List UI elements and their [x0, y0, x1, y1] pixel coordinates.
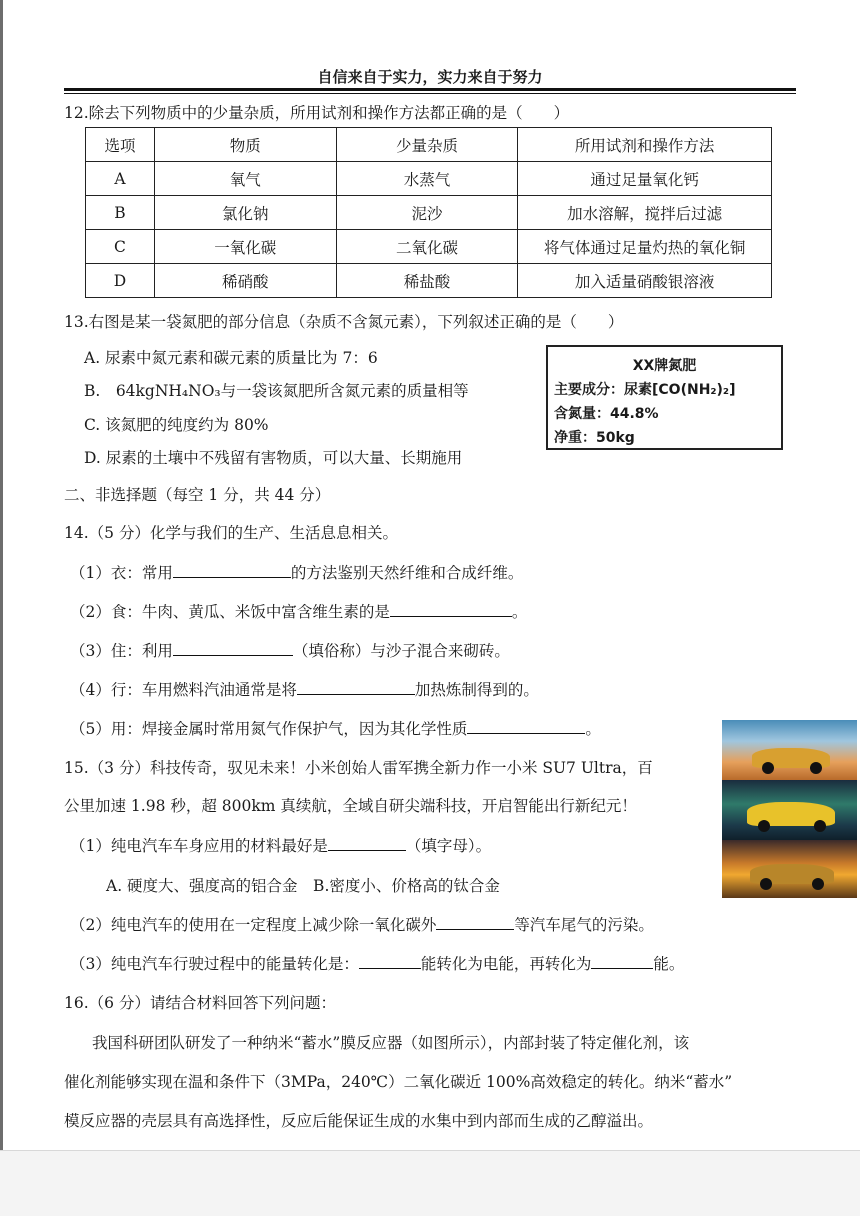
q14-part1-text-b: 的方法鉴别天然纤维和合成纤维。 — [290, 564, 524, 582]
answer-blank[interactable] — [297, 679, 415, 695]
fertilizer-label-title: XX牌氮肥 — [632, 358, 697, 374]
q16-paragraph-line2: 催化剂能够实现在温和条件下（3MPa，240℃）二氧化碳近 100%高效稳定的转化。纳米“蓄水” — [64, 1073, 733, 1091]
table-cell: B — [86, 196, 155, 230]
header-rule-thin — [64, 93, 796, 94]
table-header-cell: 选项 — [86, 128, 155, 162]
q14-part3-text-a: （3）住：利用 — [70, 642, 173, 660]
q14-part5 — [70, 717, 601, 739]
wheel-shape — [758, 820, 770, 832]
q15-part2-text-b: 等汽车尾气的污染。 — [514, 916, 654, 934]
answer-blank[interactable] — [173, 640, 293, 656]
q16-stem: 16.（6 分）请结合材料回答下列问题： — [64, 994, 336, 1012]
q15-part3-text-a: （3）纯电汽车行驶过程中的能量转化是： — [70, 955, 359, 973]
q15-part2-text-a: （2）纯电汽车的使用在一定程度上减少除一氧化碳外 — [70, 916, 437, 934]
q15-part1 — [70, 834, 491, 856]
q13-option-b: B. 64kgNH₄NO₃与一袋该氮肥所含氮元素的质量相等 — [84, 382, 469, 400]
q14-part1 — [70, 561, 523, 583]
table-cell: 一氧化碳 — [154, 230, 336, 264]
q14-part4 — [70, 678, 539, 700]
q14-stem: 14.（5 分）化学与我们的生产、生活息息相关。 — [64, 524, 398, 542]
answer-blank[interactable] — [173, 562, 291, 578]
car-photo-desert — [722, 720, 857, 780]
q15-part3-text-b: 能转化为电能，再转化为 — [420, 955, 592, 973]
q15-part3-text-c: 能。 — [653, 955, 685, 973]
table-cell: 将气体通过足量灼热的氧化铜 — [518, 230, 772, 264]
q14-part3-text-b: （填俗称）与沙子混合来砌砖。 — [292, 642, 510, 660]
q14-part1-text-a: （1）衣：常用 — [70, 564, 173, 582]
table-cell: 加水溶解，搅拌后过滤 — [518, 196, 772, 230]
answer-blank[interactable] — [328, 835, 406, 851]
wheel-shape — [762, 762, 774, 774]
answer-blank[interactable] — [467, 718, 585, 734]
table-cell: 氧气 — [154, 162, 336, 196]
q15-part1-text-b: （填字母）。 — [405, 837, 492, 855]
table-row — [86, 230, 772, 264]
table-cell: 加入适量硝酸银溶液 — [518, 264, 772, 298]
wheel-shape — [812, 878, 824, 890]
table-row — [86, 196, 772, 230]
table-cell: A — [86, 162, 155, 196]
q13-option-a: A. 尿素中氮元素和碳元素的质量比为 7：6 — [84, 349, 378, 367]
section-title: 二、非选择题（每空 1 分，共 44 分） — [64, 486, 331, 504]
q15-part2 — [70, 913, 654, 935]
q14-part5-text-b: 。 — [585, 720, 601, 738]
page-bottom-margin — [0, 1150, 860, 1216]
answer-blank[interactable] — [359, 953, 421, 969]
table-cell: 泥沙 — [336, 196, 518, 230]
table-cell: 二氧化碳 — [336, 230, 518, 264]
q16-paragraph-line3: 模反应器的壳层具有高选择性，反应后能保证生成的水集中到内部而生成的乙醇溢出。 — [64, 1112, 654, 1130]
q16-paragraph-line1: 我国科研团队研发了一种纳米“蓄水”膜反应器（如图所示），内部封装了特定催化剂，该 — [92, 1034, 690, 1052]
table-cell: 稀盐酸 — [336, 264, 518, 298]
table-cell: D — [86, 264, 155, 298]
car-photo-sunset — [722, 840, 857, 898]
q14-part5-text-a: （5）用：焊接金属时常用氮气作保护气，因为其化学性质 — [70, 720, 468, 738]
q14-part2-text-a: （2）食：牛肉、黄瓜、米饭中富含维生素的是 — [70, 603, 390, 621]
q15-stem-line1: 15.（3 分）科技传奇，驭见未来！小米创始人雷军携全新力作一小米 SU7 Ultra，百 — [64, 759, 653, 777]
wheel-shape — [810, 762, 822, 774]
q14-part4-text-b: 加热炼制得到的。 — [414, 681, 539, 699]
q14-part3 — [70, 639, 510, 661]
q15-part3 — [70, 952, 684, 974]
table-cell: 水蒸气 — [336, 162, 518, 196]
q14-part2-text-b: 。 — [511, 603, 528, 621]
fertilizer-label-nitrogen: 含氮量：44.8% — [554, 406, 659, 422]
q13-option-d: D. 尿素的土壤中不残留有害物质，可以大量、长期施用 — [84, 449, 463, 467]
answer-blank[interactable] — [390, 601, 512, 617]
scan-left-edge — [0, 0, 3, 1150]
table-cell: 氯化钠 — [154, 196, 336, 230]
table-cell: 通过足量氧化钙 — [518, 162, 772, 196]
fertilizer-label-ingredient: 主要成分：尿素[CO(NH₂)₂] — [554, 382, 736, 398]
table-header-cell: 所用试剂和操作方法 — [518, 128, 772, 162]
impurity-table — [85, 127, 772, 298]
table-row — [86, 264, 772, 298]
header-slogan: 自信来自于实力，实力来自于努力 — [317, 68, 543, 86]
answer-blank[interactable] — [591, 953, 653, 969]
q13-option-c: C. 该氮肥的纯度约为 80% — [84, 416, 269, 434]
wheel-shape — [760, 878, 772, 890]
table-header-row — [86, 128, 772, 162]
q14-part4-text-a: （4）行：车用燃料汽油通常是将 — [70, 681, 297, 699]
fertilizer-label-weight: 净重：50kg — [554, 430, 635, 446]
car-photo-aurora — [722, 780, 857, 840]
table-cell: 稀硝酸 — [154, 264, 336, 298]
q15-part1-text-a: （1）纯电汽车车身应用的材料最好是 — [70, 837, 328, 855]
q13-stem: 13.右图是某一袋氮肥的部分信息（杂质不含氮元素），下列叙述正确的是（ ） — [64, 313, 624, 331]
wheel-shape — [814, 820, 826, 832]
answer-blank[interactable] — [436, 914, 514, 930]
table-row — [86, 162, 772, 196]
table-header-cell: 少量杂质 — [336, 128, 518, 162]
table-header-cell: 物质 — [154, 128, 336, 162]
q15-choices: A. 硬度大、强度高的铝合金 B.密度小、价格高的钛合金 — [106, 877, 500, 895]
table-cell: C — [86, 230, 155, 264]
q14-part2 — [70, 600, 527, 622]
fertilizer-label — [546, 345, 783, 450]
q12-stem: 12.除去下列物质中的少量杂质，所用试剂和操作方法都正确的是（ ） — [64, 104, 570, 122]
q15-stem-line2: 公里加速 1.98 秒，超 800km 真续航，全域自研尖端科技，开启智能出行新纪元！ — [64, 797, 637, 815]
header-rule-thick — [64, 88, 796, 91]
